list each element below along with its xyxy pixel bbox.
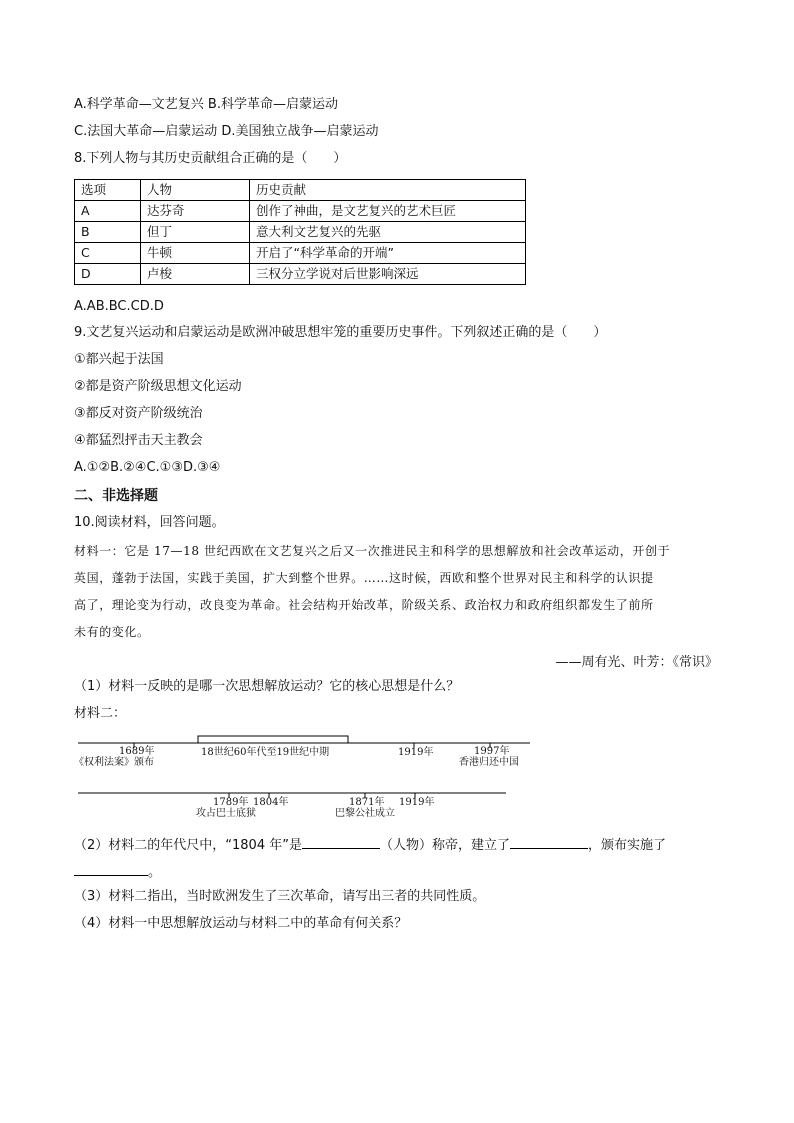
- material1-line2: 英国，蓬勃于法国，实践于美国，扩大到整个世界。……这时候，西欧和整个世界对民主和科学的认识提: [74, 571, 654, 585]
- table-header-row: [75, 180, 526, 201]
- table-cell: 但丁: [141, 222, 250, 243]
- timeline: [70, 735, 540, 825]
- sub-question-2-cont: [74, 861, 161, 882]
- table-cell: 卢梭: [141, 264, 250, 285]
- sub-question-4: （4）材料一中思想解放运动与材料二中的革命有何关系？: [74, 916, 408, 931]
- timeline-bracket: [198, 736, 348, 743]
- table-cell: C: [75, 243, 141, 264]
- timeline-bottom-year: 1871年: [349, 797, 385, 808]
- timeline-bracket-label: 18世纪60年代至19世纪中期: [201, 747, 330, 758]
- q8-stem: 8.下列人物与其历史贡献组合正确的是（ ）: [74, 151, 347, 166]
- timeline-top-year: 1997年: [474, 746, 510, 757]
- q9-item-3: ③都反对资产阶级统治: [74, 406, 203, 421]
- q9-stem: 9.文艺复兴运动和启蒙运动是欧洲冲破思想牢笼的重要历史事件。下列叙述正确的是（ ）: [74, 325, 607, 340]
- timeline-bottom-year: 1789年: [213, 797, 249, 808]
- timeline-top-event: 香港归还中国: [459, 757, 519, 768]
- sub-question-3: （3）材料二指出，当时欧洲发生了三次革命，请写出三者的共同性质。: [74, 889, 486, 904]
- sub-question-2: [74, 834, 666, 855]
- material1-line3: 高了，理论变为行动，改良变为革命。社会结构开始改革，阶级关系、政治权力和政府组织都发生了前所: [74, 598, 654, 612]
- timeline-bottom-event: 巴黎公社成立: [335, 808, 395, 819]
- table-header-cell: 选项: [75, 180, 141, 201]
- q7-options-line2: C.法国大革命—启蒙运动 D.美国独立战争—启蒙运动: [74, 124, 379, 139]
- q9-options: A.①②B.②④C.①③D.③④: [74, 460, 221, 475]
- material1-line4: 未有的变化。: [74, 625, 150, 639]
- answer-blank-state[interactable]: [510, 834, 588, 849]
- sub-question-2-text: （2）材料二的年代尺中，“1804 年”是: [74, 838, 302, 853]
- table-row: [75, 222, 526, 243]
- table-cell: A: [75, 201, 141, 222]
- table-cell: 意大利文艺复兴的先驱: [250, 222, 526, 243]
- table-cell: B: [75, 222, 141, 243]
- answer-blank-person[interactable]: [302, 834, 380, 849]
- table-header-cell: 历史贡献: [250, 180, 526, 201]
- q8-options: A.AB.BC.CD.D: [74, 299, 164, 314]
- q9-item-4: ④都猛烈抨击天主教会: [74, 433, 203, 448]
- answer-blank-law[interactable]: [74, 861, 148, 876]
- table-cell: 牛顿: [141, 243, 250, 264]
- table-cell: D: [75, 264, 141, 285]
- table-cell: 达芬奇: [141, 201, 250, 222]
- table-row: [75, 243, 526, 264]
- q10-stem: 10.阅读材料，回答问题。: [74, 515, 225, 530]
- q9-item-1: ①都兴起于法国: [74, 352, 164, 367]
- q7-options-line1: A.科学革命—文艺复兴 B.科学革命—启蒙运动: [74, 97, 338, 112]
- table-cell: 创作了神曲，是文艺复兴的艺术巨匠: [250, 201, 526, 222]
- material1-line1: 材料一：它是 17—18 世纪西欧在文艺复兴之后又一次推进民主和科学的思想解放和社会改革运动，开创于: [74, 544, 671, 558]
- section-title: 二、非选择题: [74, 488, 158, 504]
- sub-question-2-text: 。: [148, 865, 162, 880]
- q8-table: [74, 179, 526, 285]
- table-row: [75, 201, 526, 222]
- material1-source: ——周有光、叶芳：《常识》: [555, 655, 718, 670]
- material2-label: 材料二：: [74, 706, 127, 721]
- sub-question-2-text: （人物）称帝，建立了: [379, 838, 510, 853]
- timeline-bottom-event: 攻占巴士底狱: [196, 808, 256, 819]
- sub-question-1: （1）材料一反映的是哪一次思想解放运动？它的核心思想是什么？: [74, 679, 460, 694]
- table-cell: 三权分立学说对后世影响深远: [250, 264, 526, 285]
- timeline-bottom-year: 1804年: [253, 797, 289, 808]
- timeline-top-year: 1919年: [398, 747, 434, 758]
- timeline-top-year: 1689年: [119, 746, 155, 757]
- timeline-top-event: 《权利法案》颁布: [74, 757, 154, 768]
- table-cell: 开启了“科学革命的开端”: [250, 243, 526, 264]
- q9-item-2: ②都是资产阶级思想文化运动: [74, 379, 242, 394]
- table-header-cell: 人物: [141, 180, 250, 201]
- table-row: [75, 264, 526, 285]
- timeline-bottom-year: 1919年: [399, 797, 435, 808]
- sub-question-2-text: ，颁布实施了: [587, 838, 666, 853]
